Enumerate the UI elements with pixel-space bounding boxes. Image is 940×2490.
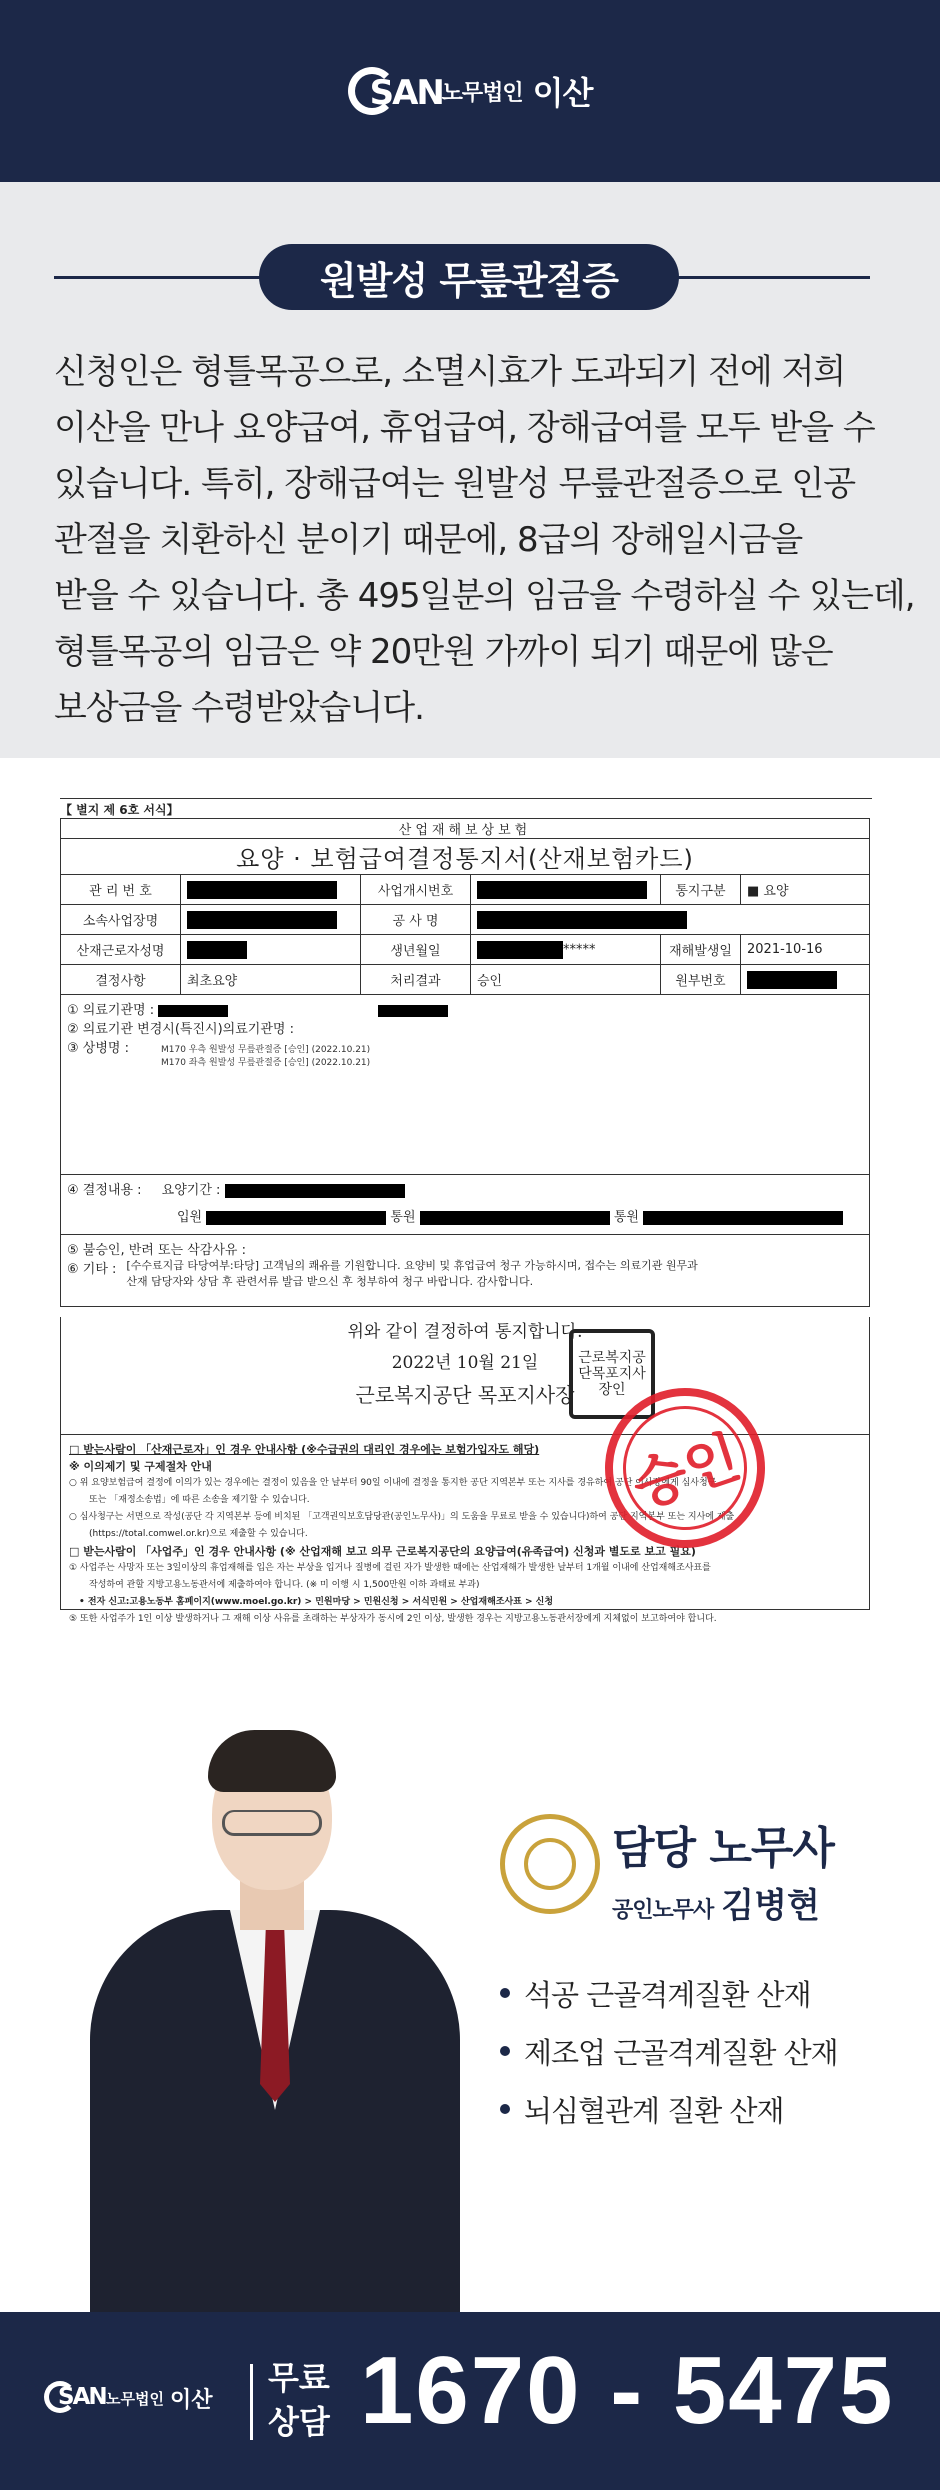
specialty-item: 제조업 근골격계질환 산재 [500,2022,838,2080]
value-corp-name [471,905,870,935]
form-number: 【 별지 제 6호 서식】 [60,798,872,818]
item-hospital-change: ② 의료기관 변경시(특진시)의료기관명 : [67,1022,294,1037]
footer-logo[interactable] [44,2380,212,2416]
signature-block [60,1317,870,1435]
logo-sub: 노무법인 [441,80,523,106]
value-start-no [471,875,661,905]
item-decision-content: ④ 결정내용 : 요양기간 : [67,1179,863,1198]
notice-heading-worker: □ 받는사람이 「산재근로자」인 경우 안내사항 (※수급권의 대리인 경우에는 보험가입자도 해당) [69,1443,540,1456]
redaction-block [187,881,337,899]
redaction-block [747,971,837,989]
diagnosis-2: M170 좌측 원발성 무릎관절증 [승인] (2022.10.21) [161,1058,371,1068]
label-birth: 생년월일 [361,935,471,965]
value-worker [181,935,361,965]
org-header: 산업재해보상보험 [61,819,870,839]
attorney-profile [0,1628,940,2312]
redaction-block [206,1211,386,1225]
description-line: 신청인은 형틀목공으로, 소멸시효가 도과되기 전에 저희 [54,352,846,392]
value-workplace [181,905,361,935]
specialty-item: 뇌심혈관계 질환 산재 [500,2080,838,2138]
label-decision: 결정사항 [61,965,181,995]
label-start-no: 사업개시번호 [361,875,471,905]
redaction-block [477,911,687,929]
attorney-title: 공인노무사 [612,1898,714,1923]
label-workplace: 소속사업장명 [61,905,181,935]
notice-heading-employer: □ 받는사람이 「사업주」인 경우 안내사항 (※ 산업재해 보고 의무 근로복지공단의 요양급여(유족급여) 신청과 별도로 보고 필요) [69,1545,696,1558]
header [0,0,940,182]
footer-contact [0,2312,940,2490]
label-mgmt-no: 관 리 번 호 [61,875,181,905]
logo-mark-text: SAN [369,73,443,113]
logo-mark-icon: SAN [44,2380,100,2416]
bullet-icon [500,2104,510,2114]
bullet-icon [500,1988,510,1998]
item-hospital: ① 의료기관명 : [67,999,863,1018]
specialty-list [500,1964,838,2138]
notice-line: 또는 「재정소송법」에 따른 소송을 제기할 수 있습니다. [89,1495,310,1505]
value-birth [471,935,661,965]
attorney-photo [90,1710,460,2312]
notice-subheading: ※ 이의제기 및 구제절차 안내 [69,1460,212,1473]
case-title: 원발성 무릎관절증 [259,244,679,310]
footer-logo-sub: 노무법인 [106,2389,164,2408]
label-corp-name: 공 사 명 [361,905,471,935]
labor-attorney-emblem-icon [500,1814,600,1914]
case-description [54,344,915,736]
sign-office: 근로복지공단 목포지사장 [355,1383,575,1407]
description-line: 받을 수 있습니다. 총 495일분의 임금을 수령하실 수 있는데, [54,576,915,616]
notice-line: ○ 심사청구는 서면으로 작성(공단 각 지역본부 등에 비치된 「고객권익보호담당관(공인노무사)」의 도움을 무료로 받을 수 있습니다)하여 공단 지역본부 또는 지사에 제출 [69,1512,735,1522]
redaction-block [187,941,247,959]
medical-info-box [60,995,870,1175]
description-line: 관절을 치환하신 분이기 때문에, 8급의 장해일시금을 [54,520,803,560]
redaction-block [477,941,563,959]
phone-number-link[interactable]: 1670 - 5475 [360,2337,895,2444]
notice-line: ⑤ 또한 사업주가 1인 이상 발생하거나 그 재해 이상 사유를 초래하는 부상자가 동시에 2인 이상, 발생한 경우는 지방고용노동관서장에게 지체없이 보고하여야 합니다. [69,1614,717,1624]
footer-logo-name: 이산 [169,2387,213,2413]
free-consult-label: 무료 상담 [268,2359,330,2441]
label-accident-date: 재해발생일 [661,935,741,965]
redaction-block [420,1211,610,1225]
birth-mask: ***** [563,942,596,957]
value-result: 승인 [471,965,661,995]
notice-line: ① 사업주는 사망자 또는 3일이상의 휴업재해를 입은 자는 부상을 입거나 질병에 걸린 자가 발생한 때에는 산업재해가 발생한 날부터 1개월 이내에 산업재해조사표를 [69,1563,711,1573]
redaction-block [477,881,647,899]
redaction-block [225,1184,405,1198]
document-header-table [60,818,870,995]
period-detail: 입원 통원 통원 [177,1206,863,1225]
redaction-block [158,1005,228,1017]
value-decision: 최초요양 [181,965,361,995]
other-info-box [60,1235,870,1307]
diagnosis-1: M170 우측 원발성 무릎관절증 [승인] (2022.10.21) [161,1045,371,1055]
description-line: 있습니다. 특히, 장해급여는 원발성 무릎관절증으로 인공 [54,464,856,504]
sign-statement: 위와 같이 결정하여 통지합니다. [347,1322,583,1342]
item-rejection: ⑤ 불승인, 반려 또는 삭감사유 : [67,1243,246,1258]
decision-document-section [0,758,940,1628]
document-title: 요양 · 보험급여결정통지서(산재보험카드) [61,839,870,875]
case-intro [0,182,940,758]
approved-stamp: 승인 [584,1367,786,1569]
etc-line-1: [수수료지급 타당여부:타당] 고객님의 쾌유를 기원합니다. 요양비 및 휴업급여 청구 가능하시며, 접수는 의료기관 원무과 [126,1259,698,1272]
brand-logo[interactable] [348,65,593,117]
notice-line: ○ 위 요양보험급여 결정에 이의가 있는 경우에는 결정이 있음을 안 날부터 90일 이내에 결정을 통지한 공단 지역본부 또는 지사를 경유하여 공단 이사장에게 심사청구 [69,1478,717,1488]
label-notice-type: 통지구분 [661,875,741,905]
redaction-block [378,1005,448,1017]
value-mgmt-no [181,875,361,905]
official-seal: 근로복지공단목포지사장인 [569,1329,655,1419]
bullet-icon [500,2046,510,2056]
description-line: 보상금을 수령받았습니다. [54,688,424,728]
redaction-block [643,1211,843,1225]
label-worker: 산재근로자성명 [61,935,181,965]
decision-content-box [60,1175,870,1235]
redaction-block [187,911,337,929]
footer-divider [250,2364,253,2440]
value-original-no [741,965,870,995]
attorney-role: 담당 노무사 [612,1823,834,1874]
specialty-item: 석공 근골격계질환 산재 [500,1964,838,2022]
sign-date: 2022년 10월 21일 [391,1353,539,1373]
etc-line-2: 산재 담당자와 상담 후 관련서류 발급 받으신 후 청부하여 청구 바랍니다. 감사합니다. [126,1275,534,1288]
attorney-name-line [612,1878,820,1927]
item-etc: ⑥ 기타 : [수수료지급 타당여부:타당] 고객님의 쾌유를 기원합니다. 요양비 및 휴업급여 청구 가능하시며, 접수는 의료기관 원무과 산재 담당자와 상담 후 관련서류 발급 받으신 후 청부하여 청구 바랍니다. 감사합니다. [67,1259,698,1288]
logo-mark-icon [348,65,443,117]
label-result: 처리결과 [361,965,471,995]
label-original-no: 원부번호 [661,965,741,995]
notice-line: • 전자 신고:고용노동부 홈페이지(www.moel.go.kr) > 민원마당 > 민원신청 > 서식민원 > 산업재해조사표 > 신청 [79,1597,554,1607]
item-diagnosis: ③ 상병명 : [67,1041,129,1056]
attorney-name: 김병현 [721,1886,820,1926]
value-accident-date: 2021-10-16 [741,935,870,965]
value-notice-type: ■ 요양 [741,875,870,905]
logo-name: 이산 [532,74,593,112]
notice-line: (https://total.comwel.or.kr)으로 제출할 수 있습니다. [89,1529,308,1539]
notice-line: 작성하여 관할 지방고용노동관서에 제출하여야 합니다. (※ 미 이행 시 1,500만원 이하 과태료 부과) [89,1580,480,1590]
description-line: 형틀목공의 임금은 약 20만원 가까이 되기 때문에 많은 [54,632,833,672]
description-line: 이산을 만나 요양급여, 휴업급여, 장해급여를 모두 받을 수 [54,408,875,448]
